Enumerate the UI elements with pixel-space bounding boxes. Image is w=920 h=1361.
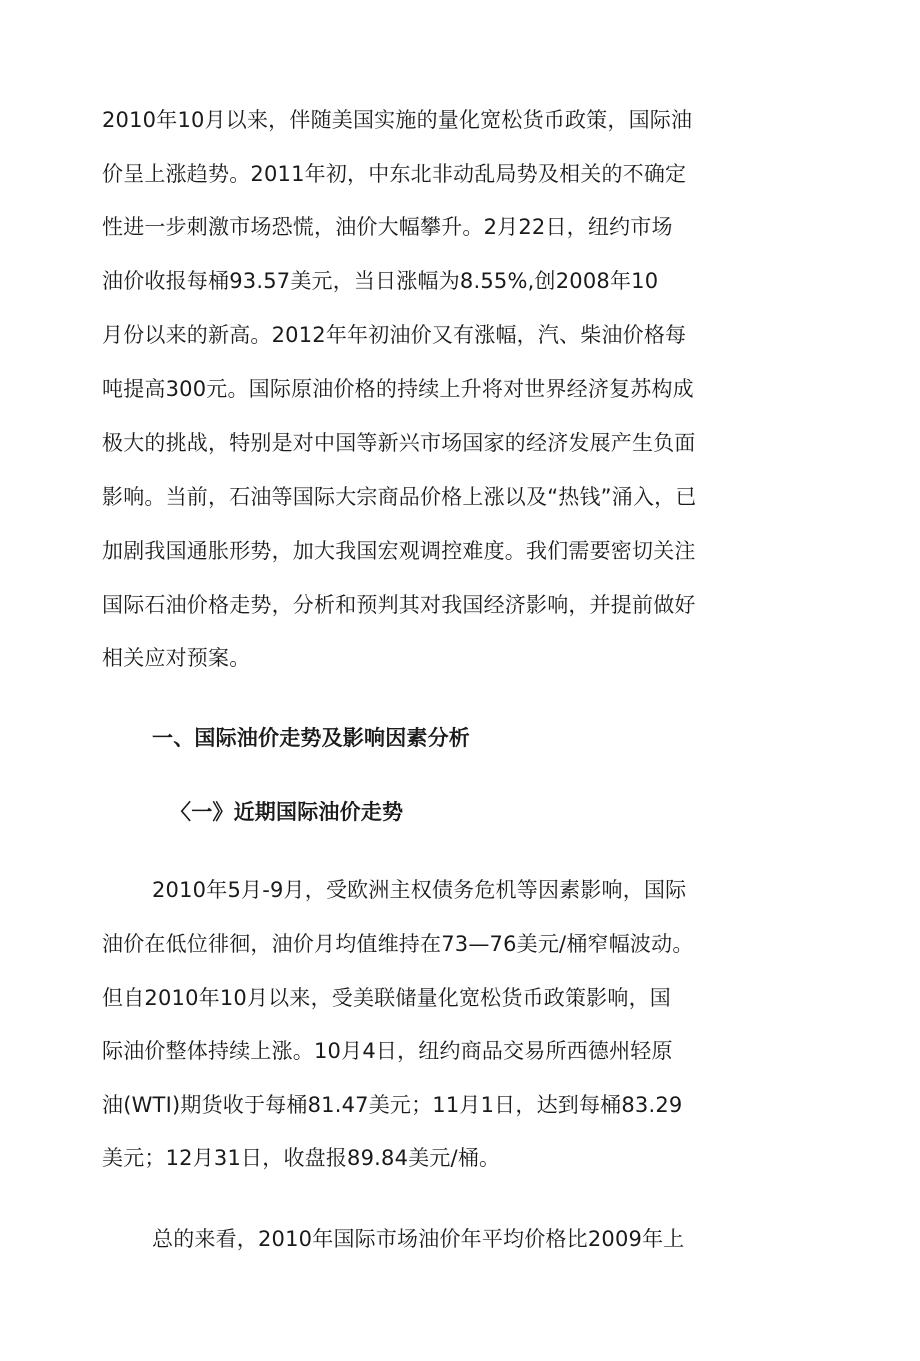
text-line: 国际石油价格走势，分析和预判其对我国经济影响，并提前做好: [102, 593, 696, 617]
text-line: 相关应对预案。: [102, 646, 251, 670]
text-line: 但自2010年10月以来，受美联储量化宽松货币政策影响，国: [102, 986, 671, 1010]
text-line: 油(WTI)期货收于每桶81.47美元；11月1日，达到每桶83.29: [102, 1093, 683, 1117]
text-line: 月份以来的新高。2012年年初油价又有涨幅，汽、柴油价格每: [102, 323, 687, 347]
section-heading: 一、国际油价走势及影响因素分析: [152, 726, 470, 750]
text-line: 2010年5月-9月，受欧洲主权债务危机等因素影响，国际: [152, 878, 687, 902]
text-line: 极大的挑战，特别是对中国等新兴市场国家的经济发展产生负面: [102, 431, 696, 455]
text-line: 影响。当前，石油等国际大宗商品价格上涨以及“热钱”涌入，已: [102, 485, 697, 509]
text-line: 油价收报每桶93.57美元，当日涨幅为8.55%,创2008年10: [102, 269, 659, 293]
text-line: 美元；12月31日，收盘报89.84美元/桶。: [102, 1146, 501, 1170]
text-line: 加剧我国通胀形势，加大我国宏观调控难度。我们需要密切关注: [102, 539, 696, 563]
text-line: 吨提高300元。国际原油价格的持续上升将对世界经济复苏构成: [102, 377, 694, 401]
subsection-heading: 〈一》近期国际油价走势: [170, 800, 404, 824]
text-line: 价呈上涨趋势。2011年初，中东北非动乱局势及相关的不确定: [102, 162, 687, 186]
text-line: 油价在低位徘徊，油价月均值维持在73—76美元/桶窄幅波动。: [102, 932, 694, 956]
text-line: 际油价整体持续上涨。10月4日，纽约商品交易所西德州轻原: [102, 1039, 673, 1063]
text-line: 总的来看，2010年国际市场油价年平均价格比2009年上: [152, 1227, 685, 1251]
text-line: 性进一步刺激市场恐慌，油价大幅攀升。2月22日，纽约市场: [102, 215, 673, 239]
text-line: 2010年10月以来，伴随美国实施的量化宽松货币政策，国际油: [102, 108, 693, 132]
